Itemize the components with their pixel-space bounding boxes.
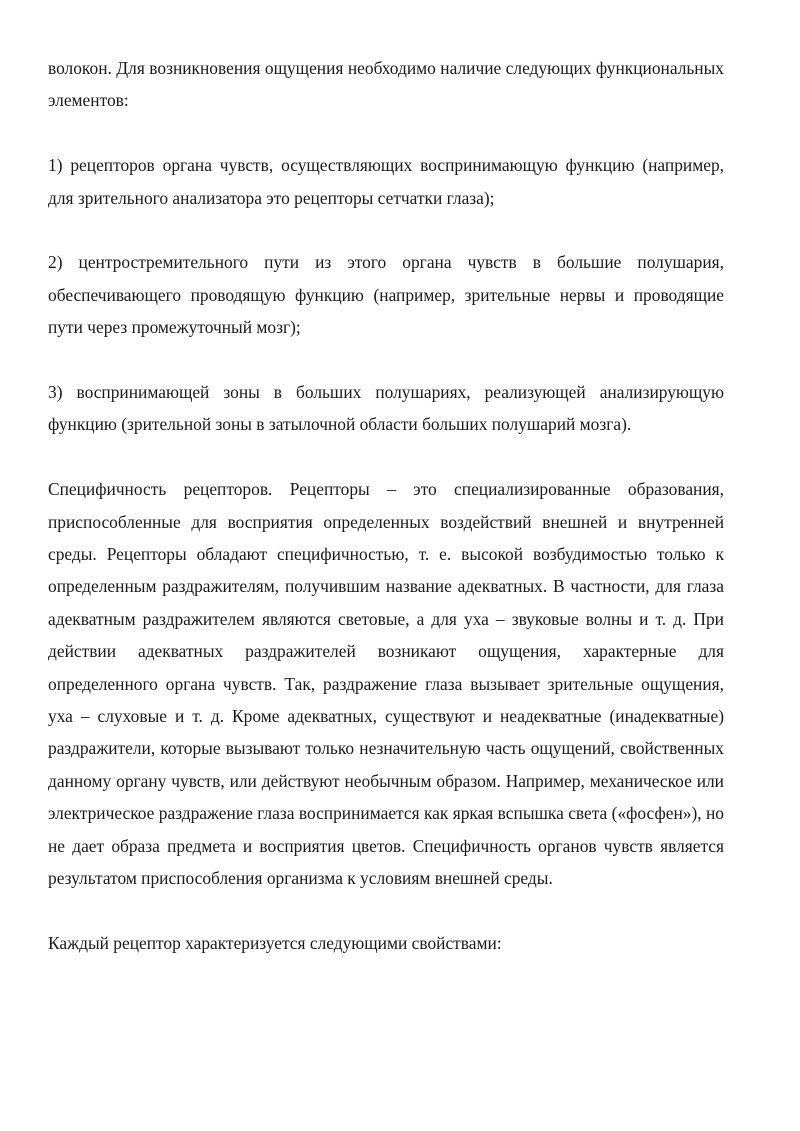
list-item-1: 1) рецепторов органа чувств, осуществляющих воспринимающую функцию (например, для зрительного анализатора это рецепторы сетчатки глаза); <box>48 155 724 208</box>
paragraph-receptor-specificity: Специфичность рецепторов. Рецепторы – это специализированные образования, приспособленные для восприятия определенных воздействий внешней и внутренней среды. Рецепторы обладают специфичностью, т. е. высокой возбудимостью только к определенным раздражителям, получившим название адекватных. В частности, для глаза адекватным раздражителем являются световые, а для уха – звуковые волны и т. д. При действии адекватных раздражителей возникают ощущения, характерные для определенного органа чувств. Так, раздражение глаза вызывает зрительные ощущения, уха – слуховые и т. д. Кроме адекватных, существуют и неадекватные (инадекватные) раздражители, которые вызывают только незначительную часть ощущений, свойственных данному органу чувств, или действуют необычным образом. Например, механическое или электрическое раздражение глаза воспринимается как яркая вспышка света («фосфен»), но не дает образа предмета и восприятия цветов. Специфичность органов чувств является результатом приспособления организма к условиям внешней среды. <box>48 479 724 889</box>
document-page <box>48 52 724 959</box>
list-item-2: 2) центростремительного пути из этого органа чувств в большие полушария, обеспечивающего проводящую функцию (например, зрительные нервы и проводящие пути через промежуточный мозг); <box>48 252 724 338</box>
paragraph-receptor-properties: Каждый рецептор характеризуется следующими свойствами: <box>48 932 502 953</box>
list-item-3: 3) воспринимающей зоны в больших полушариях, реализующей анализирующую функцию (зрительной зоны в затылочной области больших полушарий мозга). <box>48 382 724 435</box>
paragraph-continuation: волокон. Для возникновения ощущения необходимо наличие следующих функциональных элементов: <box>48 58 724 111</box>
